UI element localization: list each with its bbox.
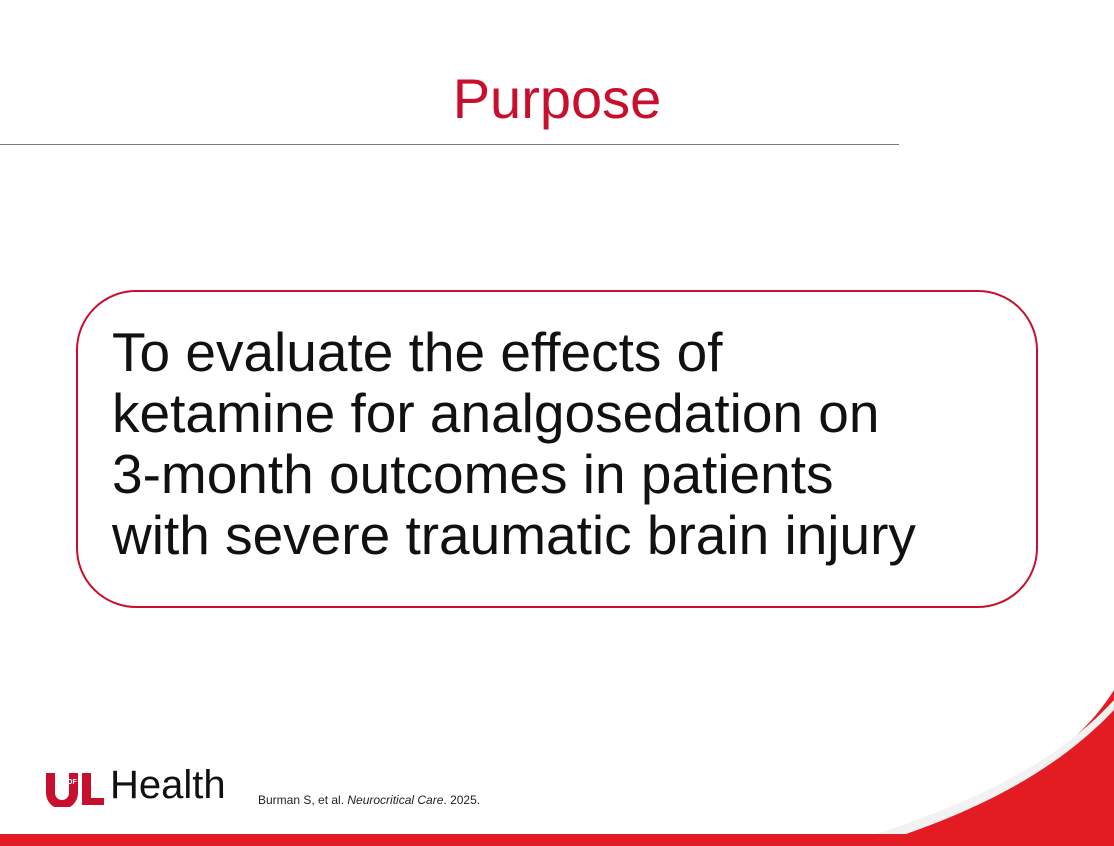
uofl-health-logo xyxy=(44,763,226,807)
citation-authors: Burman S, et al. xyxy=(258,793,348,807)
citation-year: . 2025. xyxy=(443,793,481,807)
citation xyxy=(258,793,480,807)
citation-journal: Neurocritical Care xyxy=(347,793,444,807)
bottom-red-bar xyxy=(0,834,1114,846)
uofl-logo-mark-icon xyxy=(44,771,104,807)
purpose-statement: To evaluate the effects of ketamine for analgosedation on 3-month outcomes in patients with severe traumatic brain injury xyxy=(112,321,916,566)
title-divider xyxy=(0,144,899,145)
svg-text:OF: OF xyxy=(67,779,77,786)
slide-title: Purpose xyxy=(452,67,662,130)
logo-health-text: Health xyxy=(110,763,226,807)
